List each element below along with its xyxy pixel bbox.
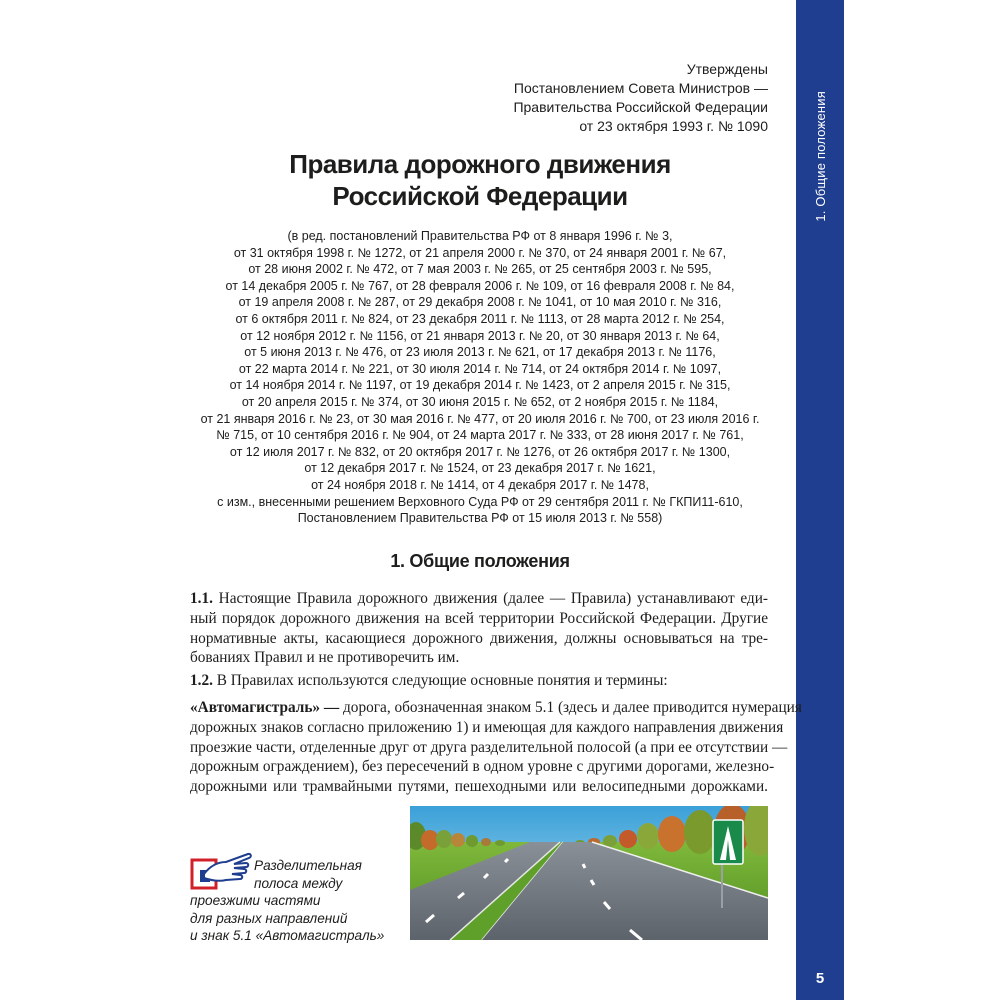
approval-block — [428, 60, 768, 136]
paragraph-line: проезжие части, отделенные друг от друга разделительной полосой (а при ее отсутствии — — [190, 738, 788, 756]
amendment-line: № 715, от 10 сентября 2016 г. № 904, от 24 марта 2017 г. № 333, от 28 июня 2017 г. № 761, — [216, 428, 744, 443]
approval-line: от 23 октября 1993 г. № 1090 — [579, 118, 768, 134]
paragraph-line — [190, 698, 802, 718]
approval-line: Утверждены — [686, 61, 768, 77]
paragraph-line: дорожных знаков согласно приложению 1) и имеющая для каждого направления движения — [190, 718, 784, 736]
side-tab-title — [796, 36, 844, 276]
illustration-caption — [190, 857, 390, 945]
definition-term: «Автомагистраль» — — [190, 699, 340, 716]
amendment-line: Постановлением Правительства РФ от 15 июля 2013 г. № 558) — [297, 511, 663, 526]
title-line: Российской Федерации — [332, 181, 628, 211]
caption-line: проезжими частями — [190, 893, 321, 909]
caption-line: для разных направлений — [190, 910, 348, 926]
paragraph-line — [190, 671, 768, 691]
amendment-line: от 22 марта 2014 г. № 221, от 30 июля 2014 г. № 714, от 24 октября 2014 г. № 1097, — [238, 361, 722, 376]
amendment-line: с изм., внесенными решением Верховного Суда РФ от 29 сентября 2011 г. № ГКПИ11-610, — [217, 494, 743, 509]
caption-line: и знак 5.1 «Автомагистраль» — [190, 928, 385, 944]
paragraph-text: дорога, обозначенная знаком 5.1 (здесь и далее приводится нумерация — [339, 699, 802, 716]
section-heading: 1. Общие положения — [390, 551, 570, 571]
paragraph-text: Настоящие Правила дорожного движения (далее — Правила) устанавливают еди- — [212, 590, 768, 607]
side-tab-label: 1. Общие положения — [812, 90, 828, 222]
amendment-line: от 6 октября 2011 г. № 824, от 23 декабря 2011 г. № 1113, от 28 марта 2012 г. № 254, — [235, 311, 725, 326]
title-line: Правила дорожного движения — [289, 149, 671, 179]
amendment-line: от 5 июня 2013 г. № 476, от 23 июля 2013 г. № 621, от 17 декабря 2013 г. № 1176, — [244, 345, 716, 360]
paragraph-line — [190, 589, 768, 609]
paragraph-1-1 — [190, 589, 768, 668]
paragraph-text: В Правилах используются следующие основные понятия и термины: — [212, 672, 668, 689]
amendment-line: (в ред. постановлений Правительства РФ от 8 января 1996 г. № 3, — [287, 229, 673, 243]
paragraph-number: 1.1. — [190, 590, 213, 607]
amendment-line: от 21 января 2016 г. № 23, от 30 мая 2016 г. № 477, от 20 июля 2016 г. № 700, от 23 июля 2016 г. — [200, 411, 760, 426]
paragraph-line: бованиях Правил и не противоречить им. — [190, 649, 460, 667]
amendment-line: от 12 декабря 2017 г. № 1524, от 23 декабря 2017 г. № 1621, — [304, 461, 656, 476]
paragraph-line: дорожным ограждением), без пересечений в одном уровне с другими дорогами, железно- — [190, 758, 775, 776]
motorway-illustration — [410, 806, 768, 940]
approval-line: Постановлением Совета Министров — — [513, 80, 768, 96]
caption-line: Разделительная — [254, 858, 362, 873]
amendment-line: от 14 ноября 2014 г. № 1197, от 19 декабря 2014 г. № 1423, от 2 апреля 2015 г. № 315, — [229, 378, 731, 393]
page-number: 5 — [815, 970, 825, 987]
amendment-line: от 12 ноября 2012 г. № 1156, от 21 января 2013 г. № 20, от 30 января 2013 г. № 64, — [240, 328, 720, 343]
paragraph-line: нормативные акты, касающиеся дорожного движения, должны основываться на тре- — [190, 629, 768, 647]
amendment-line: от 14 декабря 2005 г. № 767, от 28 февраля 2006 г. № 109, от 16 февраля 2008 г. № 84, — [225, 278, 735, 293]
amendment-line: от 20 апреля 2015 г. № 374, от 30 июня 2015 г. № 652, от 2 ноября 2015 г. № 1184, — [241, 394, 719, 409]
document-title — [190, 148, 770, 212]
definition-motorway — [190, 698, 802, 797]
paragraph-number: 1.2. — [190, 672, 213, 689]
amendment-line: от 12 июля 2017 г. № 832, от 20 октября 2017 г. № 1276, от 26 октября 2017 г. № 1300, — [229, 444, 731, 459]
paragraph-line: дорожными или трамвайными путями, пешеходными или велосипедными дорожками. — [190, 778, 768, 796]
amendment-line: от 24 ноября 2018 г. № 1414, от 4 декабря 2017 г. № 1478, — [311, 477, 649, 492]
amendment-line: от 28 июня 2002 г. № 472, от 7 мая 2003 г. № 265, от 25 сентября 2003 г. № 595, — [248, 262, 712, 277]
caption-line: полоса между — [254, 875, 343, 891]
amendment-line: от 31 октября 1998 г. № 1272, от 21 апреля 2000 г. № 370, от 24 января 2001 г. № 67, — [233, 245, 727, 260]
paragraph-line: ный порядок дорожного движения на всей территории Российской Федерации. Другие — [190, 609, 768, 627]
amendment-line: от 19 апреля 2008 г. № 287, от 29 декабря 2008 г. № 1041, от 10 мая 2010 г. № 316, — [238, 295, 722, 310]
amendments-list — [180, 228, 780, 527]
approval-line: Правительства Российской Федерации — [513, 99, 768, 115]
paragraph-1-2 — [190, 671, 768, 691]
